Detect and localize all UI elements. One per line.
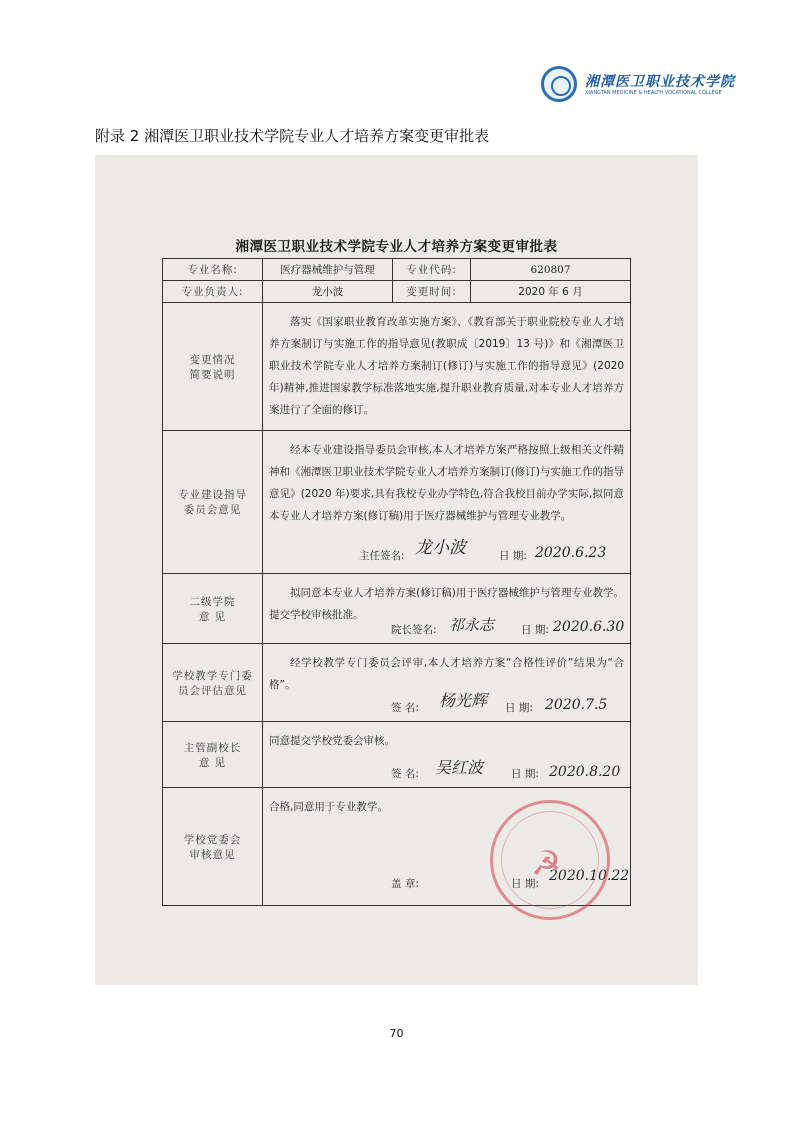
logo-english-name: XIANGTAN MEDICINE & HEALTH VOCATIONAL COLLEGE	[585, 90, 722, 96]
party-committee-text: 合格,同意用于专业教学。 盖 章: 日 期: 2020.10.22	[263, 788, 631, 906]
major-code-label: 专业代码:	[393, 259, 471, 281]
vice-president-label: 主管副校长 意 见	[163, 722, 263, 788]
handwritten-date: 2020.6.30	[553, 619, 625, 635]
teaching-committee-label: 学校教学专门委 员会评估意见	[163, 644, 263, 722]
table-row	[163, 574, 631, 644]
handwritten-date: 2020.6.23	[535, 545, 607, 561]
logo-college-name: 湘潭医卫职业技术学院	[585, 74, 735, 90]
appendix-heading: 附录 2 湘潭医卫职业技术学院专业人才培养方案变更审批表	[95, 127, 490, 145]
date-label: 日 期:	[521, 624, 549, 636]
committee-opinion-label: 专业建设指导 委员会意见	[163, 431, 263, 574]
sign-label: 签 名:	[391, 768, 419, 780]
committee-opinion-text: 经本专业建设指导委员会审核,本人才培养方案严格按照上级相关文件精神和《湘潭医卫职业技术学院专业人才培养方案制订(修订)与实施工作的指导意见》(2020 年)要求,具有我校专业办学特色,符合我校目前办学实际,拟同意本专业人才培养方案(修订稿)用于医疗器械维护与管理专业教学。 主任签名: 龙小波 日 期: 2020.6.23	[263, 431, 631, 574]
date-label: 日 期:	[499, 550, 527, 562]
date-label: 日 期:	[511, 878, 539, 890]
handwritten-signature: 杨光辉	[439, 691, 488, 710]
party-committee-label: 学校党委会 审核意见	[163, 788, 263, 906]
teaching-committee-text: 经学校教学专门委员会评审,本人才培养方案“合格性评价”结果为“合格”。 签 名: 杨光辉 日 期: 2020.7.5	[263, 644, 631, 722]
change-summary-label: 变更情况 简要说明	[163, 303, 263, 431]
table-row	[163, 644, 631, 722]
form-title: 湘潭医卫职业技术学院专业人才培养方案变更审批表	[235, 239, 558, 255]
college-opinion-label: 二级学院 意 见	[163, 574, 263, 644]
date-label: 日 期:	[511, 768, 539, 780]
table-row	[163, 281, 631, 303]
table-row	[163, 259, 631, 281]
table-row	[163, 722, 631, 788]
change-time-label: 变更时间:	[393, 281, 471, 303]
handwritten-signature: 龙小波	[415, 538, 466, 558]
table-row	[163, 303, 631, 431]
table-row	[163, 431, 631, 574]
sign-label: 主任签名:	[359, 550, 405, 562]
handwritten-date: 2020.8.20	[549, 764, 621, 780]
handwritten-date: 2020.10.22	[549, 868, 630, 884]
page-number: 70	[389, 1027, 404, 1040]
handwritten-signature: 吴红波	[435, 758, 484, 777]
college-logo	[541, 66, 735, 106]
college-emblem-icon	[541, 66, 577, 102]
major-leader-value: 龙小波	[263, 281, 393, 303]
date-label: 日 期:	[505, 702, 533, 714]
college-opinion-text: 拟同意本专业人才培养方案(修订稿)用于医疗器械维护与管理专业教学。提交学校审核批准。 院长签名: 祁永志 日 期: 2020.6.30	[263, 574, 631, 644]
college-signature-line	[263, 616, 630, 639]
official-seal	[490, 800, 610, 920]
committee-signature-line	[263, 538, 630, 567]
teaching-signature-line	[263, 691, 630, 717]
hammer-sickle-icon: ☭	[531, 844, 562, 884]
major-name-label: 专业名称:	[163, 259, 263, 281]
change-time-value: 2020 年 6 月	[471, 281, 631, 303]
major-name-value: 医疗器械维护与管理	[263, 259, 393, 281]
seal-label: 盖 章:	[391, 878, 419, 890]
sign-label: 签 名:	[391, 702, 419, 714]
vice-signature-line	[263, 758, 630, 783]
vice-president-text: 同意提交学校党委会审核。 签 名: 吴红波 日 期: 2020.8.20	[263, 722, 631, 788]
handwritten-signature: 祁永志	[449, 616, 495, 634]
change-summary-text: 落实《国家职业教育改革实施方案》、《教育部关于职业院校专业人才培养方案制订与实施工作的指导意见(教职成〔2019〕13 号)》和《湘潭医卫职业技术学院专业人才培养方案制订(修订)与实施工作的指导意见》(2020 年)精神,推进国家教学标准落地实施,提升职业教育质量,对本专业人才培养方案进行了全面的修订。	[263, 303, 631, 431]
scanned-form	[95, 155, 698, 985]
major-code-value: 620807	[471, 259, 631, 281]
major-leader-label: 专业负责人:	[163, 281, 263, 303]
sign-label: 院长签名:	[391, 624, 437, 636]
handwritten-date: 2020.7.5	[545, 697, 608, 713]
